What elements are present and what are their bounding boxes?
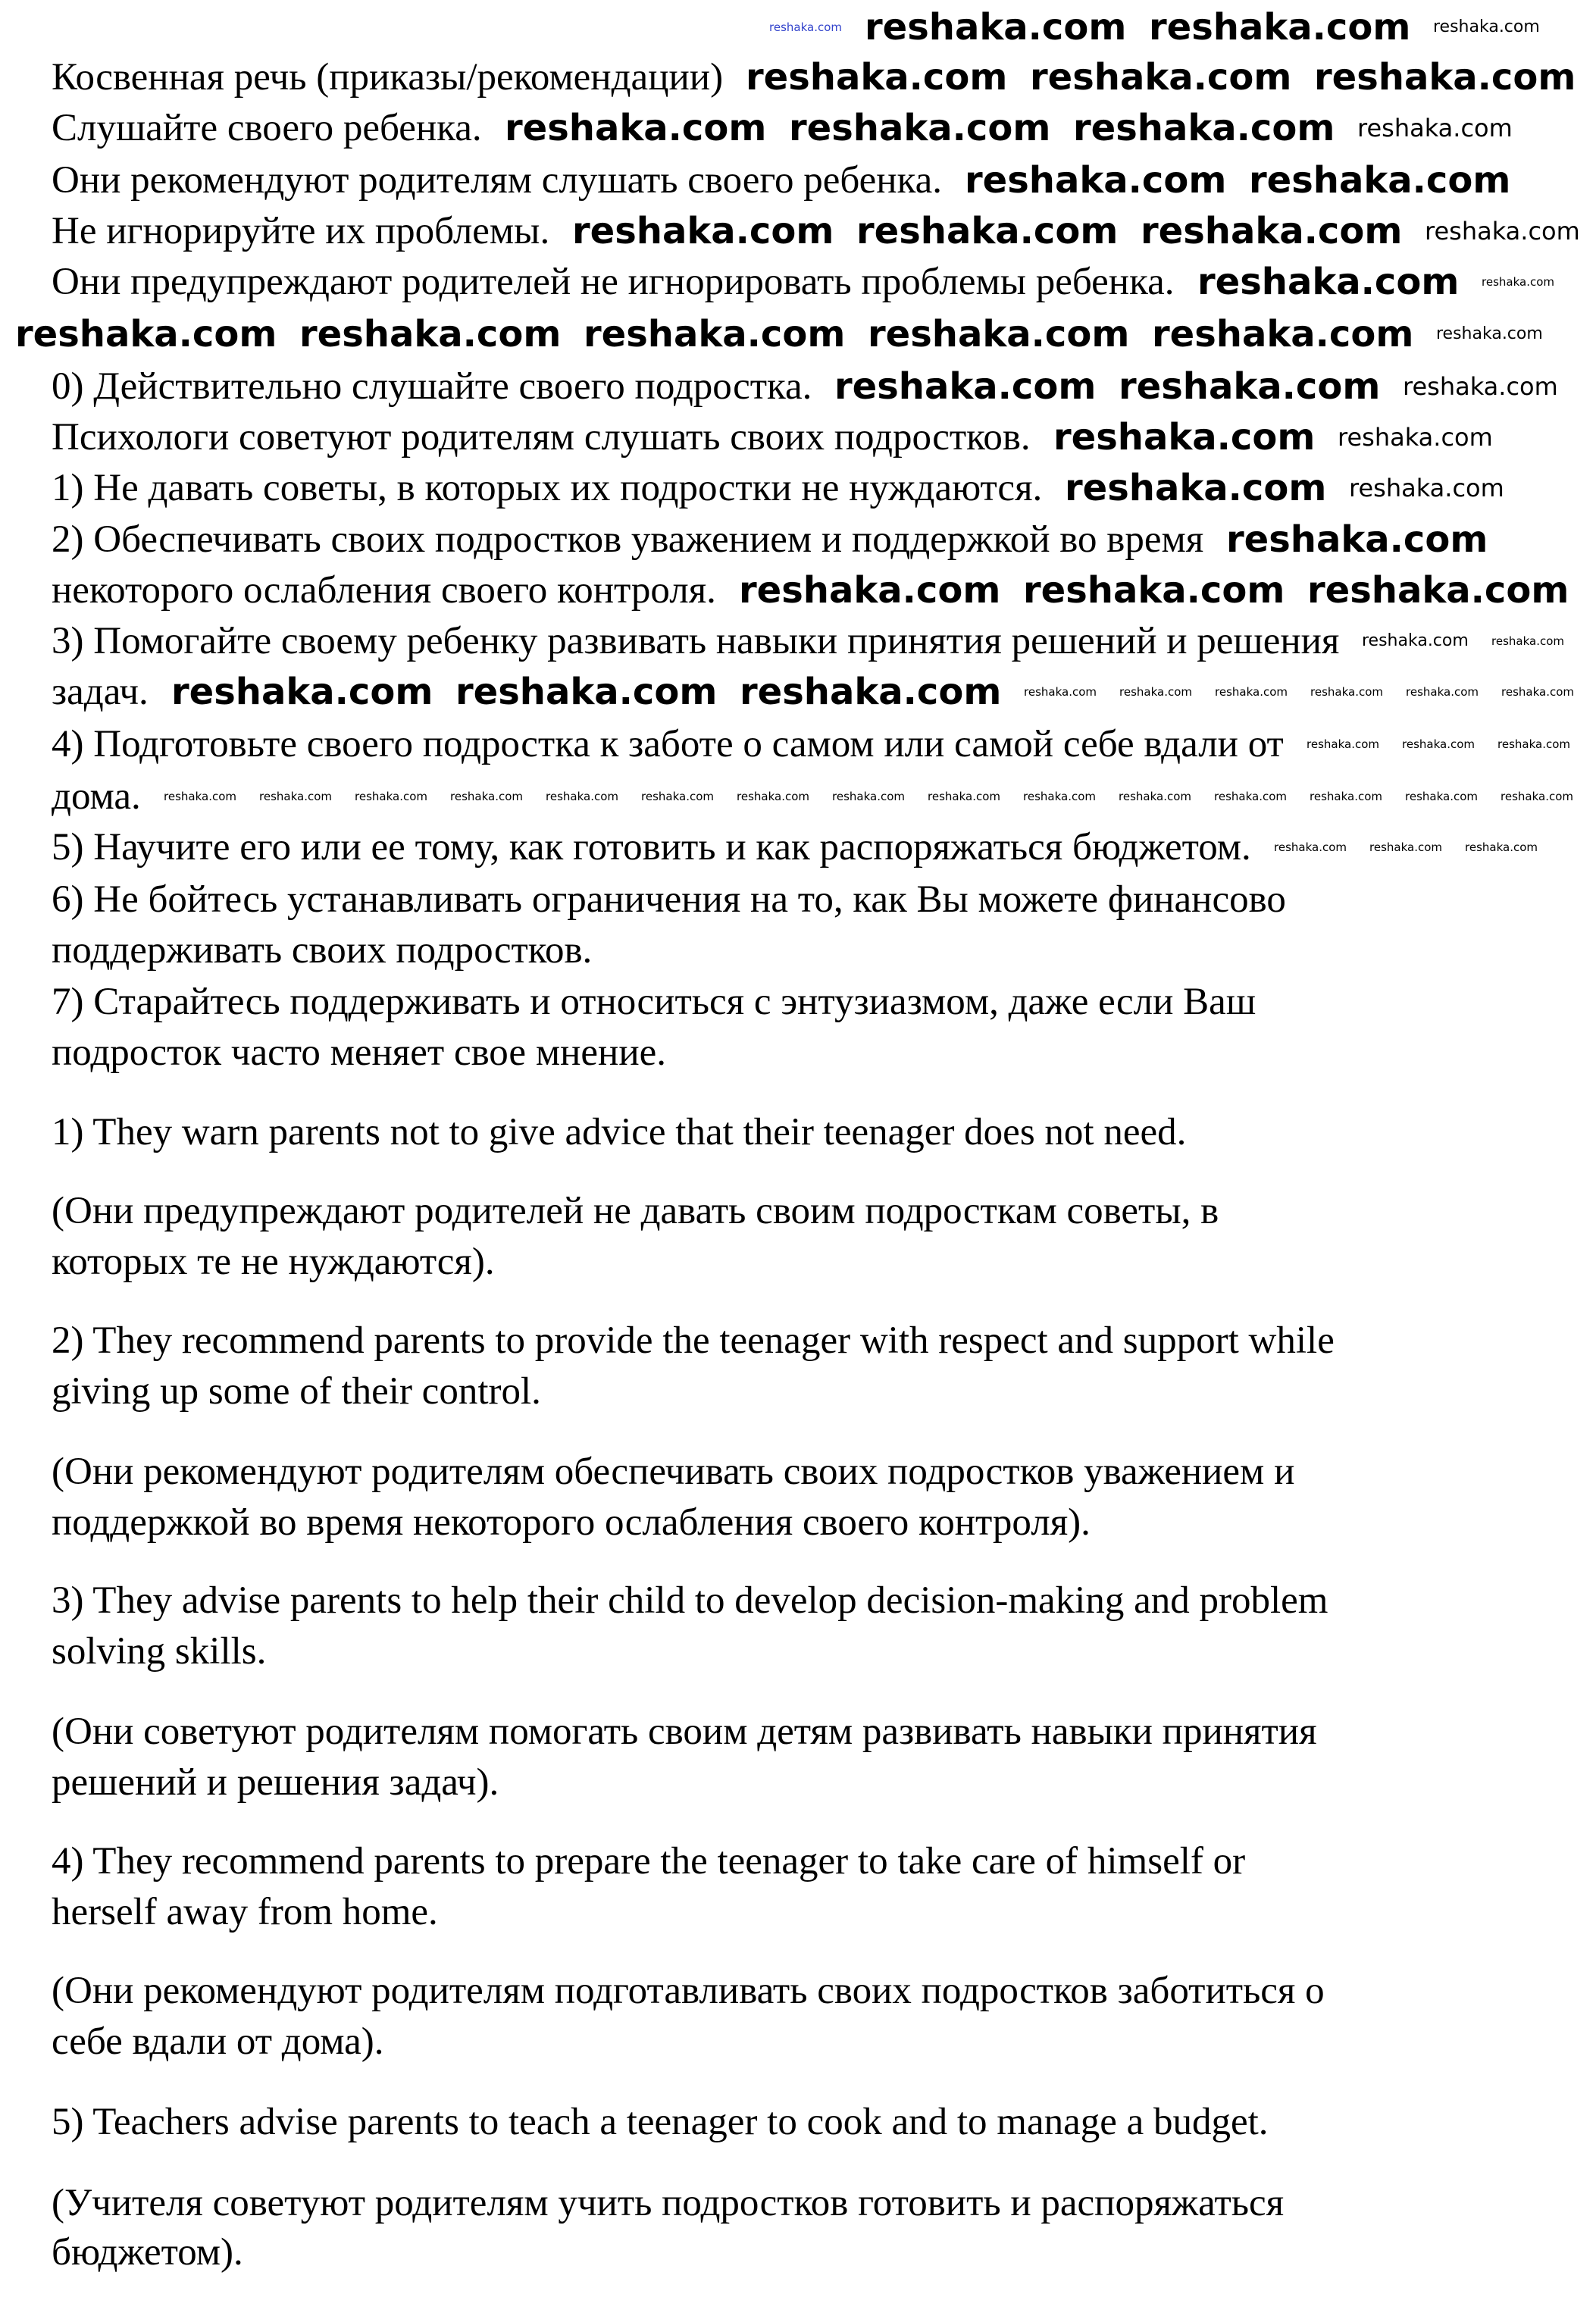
watermark: reshaka.com <box>1215 685 1288 699</box>
watermark: reshaka.com <box>789 107 1051 149</box>
text-line: подросток часто меняет свое мнение. <box>52 1031 666 1074</box>
watermark: reshaka.com <box>1310 685 1383 699</box>
text-line: бюджетом). <box>52 2231 243 2274</box>
watermark: reshaka.com <box>1065 467 1327 509</box>
watermark: reshaka.com <box>1307 737 1379 751</box>
text-line: 2) They recommend parents to provide the teenager with respect and support while <box>52 1319 1335 1362</box>
watermark: reshaka.com <box>1497 737 1570 751</box>
watermark: reshaka.com <box>355 790 427 803</box>
text-line: herself away from home. <box>52 1891 438 1933</box>
text-line: 3) Помогайте своему ребенку развивать навыки принятия решений и решения <box>52 620 1340 662</box>
watermark: reshaka.com <box>1023 569 1285 612</box>
watermark: reshaka.com <box>834 365 1097 408</box>
text-line: 0) Действительно слушайте своего подростка. <box>52 365 812 408</box>
text-line: (Они рекомендуют родителям подготавливать своих подростков заботиться о <box>52 1970 1325 2012</box>
watermark: reshaka.com <box>1338 423 1493 452</box>
watermark: reshaka.com <box>1024 685 1097 699</box>
watermark: reshaka.com <box>1119 790 1191 803</box>
watermark: reshaka.com <box>1362 631 1469 650</box>
watermark: reshaka.com <box>1357 114 1513 142</box>
watermark: reshaka.com <box>856 210 1119 252</box>
watermark: reshaka.com <box>1307 569 1569 612</box>
watermark: reshaka.com <box>1249 159 1511 202</box>
text-line: 5) Teachers advise parents to teach a teenager to cook and to manage a budget. <box>52 2101 1269 2143</box>
text-line: 1) Не давать советы, в которых их подростки не нуждаются. <box>52 467 1043 509</box>
watermark: reshaka.com <box>1369 840 1442 854</box>
text-line: Не игнорируйте их проблемы. <box>52 210 550 252</box>
text-line: решений и решения задач). <box>52 1761 499 1804</box>
text-line: задач. <box>52 671 149 713</box>
watermark: reshaka.com <box>572 210 834 252</box>
text-line: solving skills. <box>52 1630 267 1673</box>
text-line: (Они предупреждают родителей не давать своим подросткам советы, в <box>52 1190 1219 1232</box>
watermark: reshaka.com <box>737 790 809 803</box>
text-line: поддержкой во время некоторого ослабления своего контроля). <box>52 1501 1091 1544</box>
text-line: 1) They warn parents not to give advice that their teenager does not need. <box>52 1111 1187 1153</box>
watermark: reshaka.com <box>1501 790 1573 803</box>
watermark: reshaka.com <box>1405 790 1478 803</box>
watermark: reshaka.com <box>584 313 846 355</box>
watermark: reshaka.com <box>1403 372 1558 401</box>
watermark: reshaka.com <box>739 569 1001 612</box>
watermark: reshaka.com <box>1402 737 1475 751</box>
watermark: reshaka.com <box>868 313 1130 355</box>
watermark: reshaka.com <box>1274 840 1347 854</box>
watermark: reshaka.com <box>171 671 433 713</box>
text-line: 2) Обеспечивать своих подростков уважением и поддержкой во время <box>52 518 1204 561</box>
watermark: reshaka.com <box>1073 107 1335 149</box>
text-line: которых те не нуждаются). <box>52 1241 495 1283</box>
text-line: 4) Подготовьте своего подростка к заботе о самом или самой себе вдали от <box>52 723 1284 765</box>
text-line: 3) They advise parents to help their child to develop decision-making and problem <box>52 1579 1328 1622</box>
text-line: 6) Не бойтесь устанавливать ограничения на то, как Вы можете финансово <box>52 878 1286 921</box>
watermark: reshaka.com <box>1023 790 1096 803</box>
watermark: reshaka.com <box>15 313 277 355</box>
text-line: 7) Старайтесь поддерживать и относиться с энтузиазмом, даже если Ваш <box>52 981 1256 1023</box>
text-line: некоторого ослабления своего контроля. <box>52 569 716 612</box>
watermark: reshaka.com <box>1349 474 1504 502</box>
text-line: дома. <box>52 775 141 818</box>
text-line: 5) Научите его или ее тому, как готовить и как распоряжаться бюджетом. <box>52 826 1251 868</box>
text-line: (Они рекомендуют родителям обеспечивать своих подростков уважением и <box>52 1451 1295 1493</box>
watermark: reshaka.com <box>259 790 332 803</box>
watermark: reshaka.com <box>1214 790 1287 803</box>
watermark: reshaka.com <box>1491 634 1564 648</box>
watermark: reshaka.com <box>1436 324 1543 343</box>
watermark: reshaka.com <box>832 790 905 803</box>
watermark: reshaka.com <box>1314 56 1576 99</box>
text-line: себе вдали от дома). <box>52 2020 384 2063</box>
text-line: Слушайте своего ребенка. <box>52 107 482 149</box>
watermark: reshaka.com <box>1053 416 1316 459</box>
watermark: reshaka.com <box>455 671 718 713</box>
watermark: reshaka.com <box>1119 685 1192 699</box>
text-line: Косвенная речь (приказы/рекомендации) <box>52 56 724 99</box>
watermark: reshaka.com <box>1465 840 1538 854</box>
watermark: reshaka.com <box>1310 790 1382 803</box>
text-line: Они предупреждают родителей не игнорировать проблемы ребенка. <box>52 261 1175 303</box>
watermark: reshaka.com <box>746 56 1008 99</box>
watermark: reshaka.com <box>1030 56 1292 99</box>
text-line: поддерживать своих подростков. <box>52 929 593 972</box>
watermark: reshaka.com <box>1501 685 1574 699</box>
watermark: reshaka.com <box>1433 17 1540 36</box>
watermark: reshaka.com <box>1141 210 1403 252</box>
text-line: (Они советуют родителям помогать своим детям развивать навыки принятия <box>52 1710 1317 1753</box>
watermark: reshaka.com <box>546 790 618 803</box>
watermark: reshaka.com <box>1482 275 1554 289</box>
watermark: reshaka.com <box>641 790 714 803</box>
watermark: reshaka.com <box>965 159 1227 202</box>
text-line: Они рекомендуют родителям слушать своего ребенка. <box>52 159 942 202</box>
watermark: reshaka.com <box>865 6 1127 49</box>
watermark: reshaka.com <box>928 790 1000 803</box>
text-line: (Учителя советуют родителям учить подростков готовить и распоряжаться <box>52 2182 1285 2224</box>
watermark: reshaka.com <box>299 313 562 355</box>
watermark: reshaka.com <box>1425 217 1580 246</box>
header-watermark: reshaka.com <box>769 20 842 34</box>
watermark: reshaka.com <box>450 790 523 803</box>
watermark: reshaka.com <box>1197 261 1460 303</box>
text-line: 4) They recommend parents to prepare the teenager to take care of himself or <box>52 1840 1246 1883</box>
watermark: reshaka.com <box>1149 6 1411 49</box>
text-line: Психологи советуют родителям слушать своих подростков. <box>52 416 1031 459</box>
watermark: reshaka.com <box>1119 365 1381 408</box>
watermark: reshaka.com <box>1226 518 1488 561</box>
watermark: reshaka.com <box>740 671 1002 713</box>
watermark: reshaka.com <box>1406 685 1479 699</box>
text-line: giving up some of their control. <box>52 1370 541 1413</box>
watermark: reshaka.com <box>1152 313 1414 355</box>
watermark: reshaka.com <box>164 790 236 803</box>
watermark: reshaka.com <box>505 107 767 149</box>
